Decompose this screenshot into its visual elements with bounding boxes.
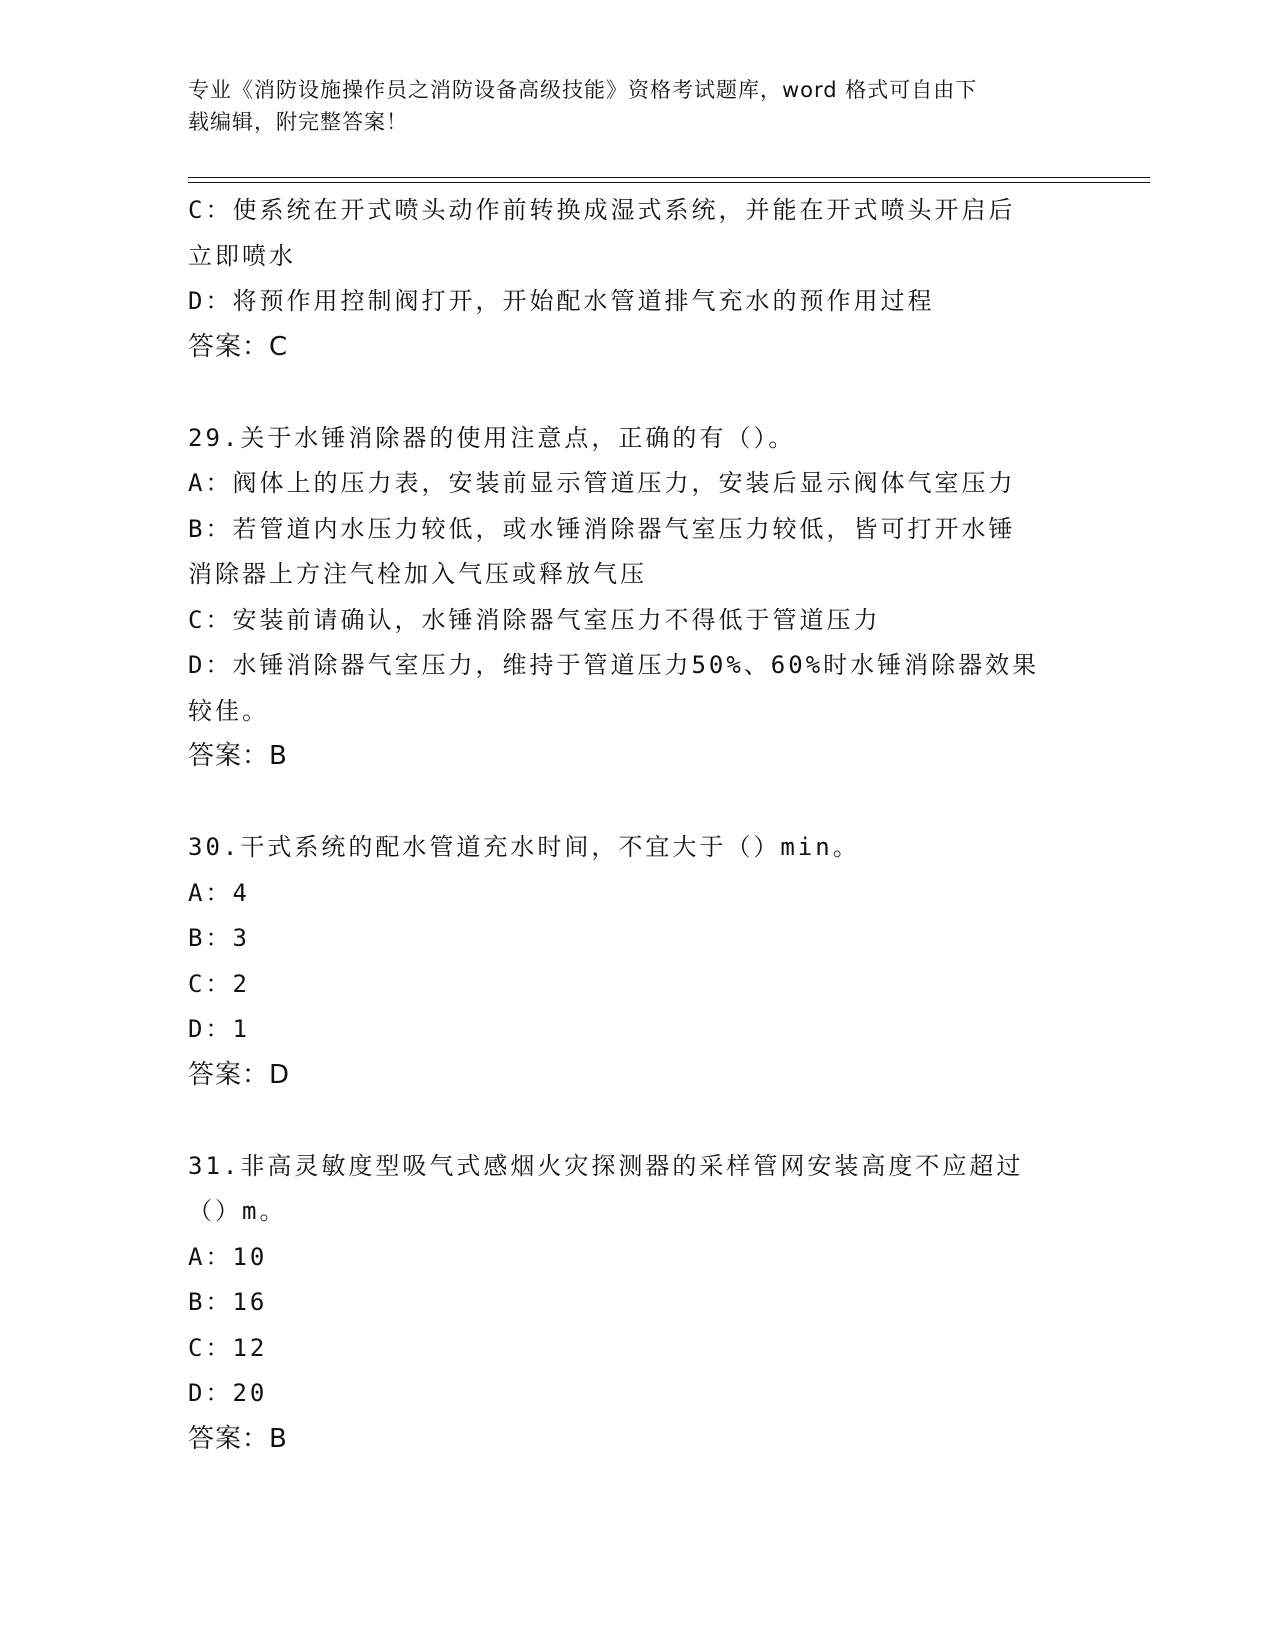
option-b: B：3	[188, 924, 250, 952]
question-stem: 29.关于水锤消除器的使用注意点，正确的有（）。	[188, 423, 796, 452]
option-b: B：若管道内水压力较低，或水锤消除器气室压力较低，皆可打开水锤	[188, 514, 1016, 543]
question-31	[188, 1144, 1088, 1463]
option-d: D：1	[188, 1015, 250, 1043]
option-a: A：4	[188, 878, 250, 907]
header-line-2: 载编辑，附完整答案！	[188, 110, 408, 134]
question-28-continued	[188, 188, 1088, 370]
question-29	[188, 416, 1088, 780]
question-stem: 31.非高灵敏度型吸气式感烟火灾探测器的采样管网安装高度不应超过	[188, 1151, 1024, 1180]
option-c: C：2	[188, 969, 250, 998]
answer: 答案：B	[188, 1423, 288, 1454]
option-d: D：水锤消除器气室压力，维持于管道压力50%、60%时水锤消除器效果	[188, 651, 1040, 679]
question-stem-continued: （）m。	[188, 1197, 287, 1225]
option-c: C：使系统在开式喷头动作前转换成湿式系统，并能在开式喷头开启后	[188, 196, 1016, 224]
option-d: D：将预作用控制阀打开，开始配水管道排气充水的预作用过程	[188, 287, 935, 315]
document-header	[188, 74, 1068, 138]
option-b-continued: 消除器上方注气栓加入气压或释放气压	[188, 560, 647, 588]
question-30	[188, 825, 1088, 1098]
option-a: A：阀体上的压力表，安装前显示管道压力，安装后显示阀体气室压力	[188, 469, 1016, 497]
option-b: B：16	[188, 1288, 268, 1316]
question-stem: 30.干式系统的配水管道充水时间，不宜大于（）min。	[188, 833, 860, 861]
option-c: C：安装前请确认，水锤消除器气室压力不得低于管道压力	[188, 605, 881, 634]
document-body	[188, 188, 1088, 1462]
spacer	[188, 1098, 1088, 1144]
spacer	[188, 370, 1088, 416]
spacer	[188, 780, 1088, 826]
answer: 答案：C	[188, 331, 289, 362]
option-d: D：20	[188, 1379, 268, 1407]
answer: 答案：D	[188, 1059, 291, 1090]
header-divider-top	[188, 177, 1150, 178]
header-divider-bottom	[188, 182, 1150, 183]
answer: 答案：B	[188, 741, 288, 771]
header-line-1: 专业《消防设施操作员之消防设备高级技能》资格考试题库，word 格式可自由下	[188, 78, 978, 102]
option-c-continued: 立即喷水	[188, 241, 296, 270]
option-d-continued: 较佳。	[188, 696, 269, 725]
option-c: C：12	[188, 1333, 268, 1362]
option-a: A：10	[188, 1242, 268, 1271]
